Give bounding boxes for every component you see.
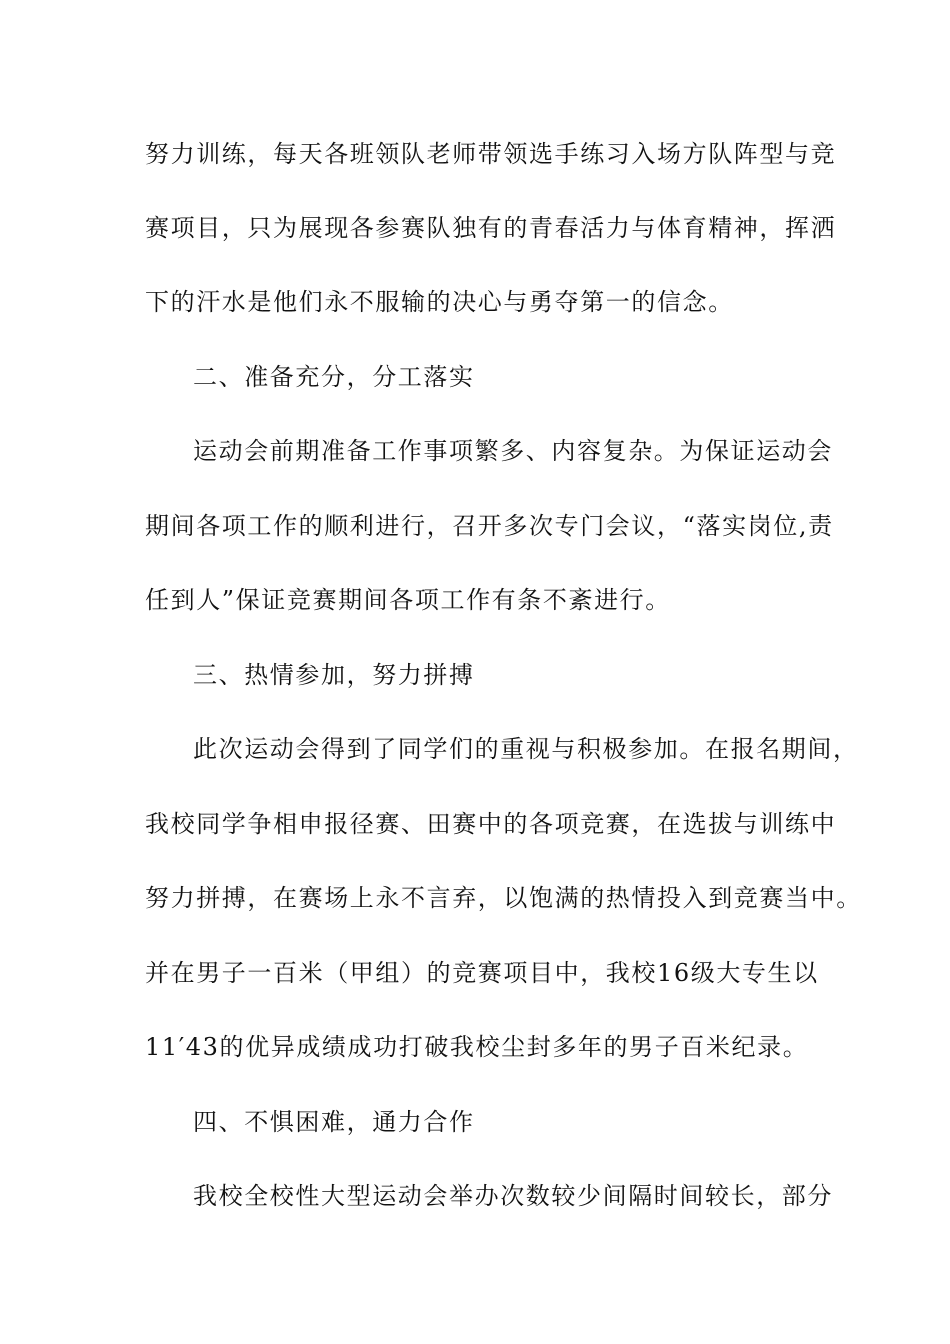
paragraph-line: 11′43的优异成绩成功打破我校尘封多年的男子百米纪录。 (145, 1033, 809, 1061)
paragraph-line: 我校同学争相申报径赛、田赛中的各项竞赛，在选拔与训练中 (145, 810, 837, 838)
paragraph-line: 运动会前期准备工作事项繁多、内容复杂。为保证运动会 (193, 437, 833, 465)
paragraph-line: 下的汗水是他们永不服输的决心与勇夺第一的信念。 (145, 288, 734, 316)
paragraph-line: 努力训练，每天各班领队老师带领选手练习入场方队阵型与竞 (145, 140, 837, 168)
paragraph-line: 任到人”保证竞赛期间各项工作有条不紊进行。 (145, 586, 671, 614)
paragraph-line: 我校全校性大型运动会举办次数较少间隔时间较长，部分 (193, 1182, 833, 1210)
section-heading: 四、不惧困难，通力合作 (193, 1108, 475, 1136)
paragraph-line: 此次运动会得到了同学们的重视与积极参加。在报名期间， (193, 735, 859, 763)
paragraph-line: 努力拼搏，在赛场上永不言弃，以饱满的热情投入到竞赛当中。 (145, 884, 862, 912)
section-heading: 三、热情参加，努力拼搏 (193, 661, 475, 689)
paragraph-line: 赛项目，只为展现各参赛队独有的青春活力与体育精神，挥洒 (145, 214, 837, 242)
paragraph-line: 期间各项工作的顺利进行，召开多次专门会议，“落实岗位,责 (145, 512, 834, 540)
paragraph-line: 并在男子一百米（甲组）的竞赛项目中，我校16级大专生以 (145, 959, 819, 987)
section-heading: 二、准备充分，分工落实 (193, 363, 475, 391)
